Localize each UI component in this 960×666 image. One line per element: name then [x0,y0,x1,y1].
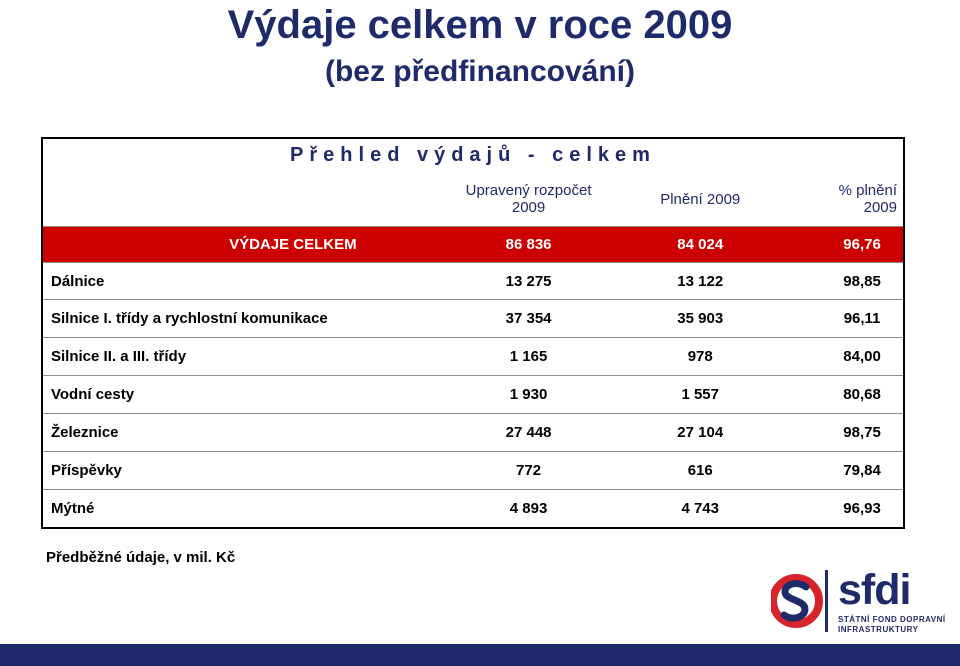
table-row [42,414,904,452]
column-header-empty [42,172,448,227]
footnote: Předběžné údaje, v mil. Kč [46,549,236,566]
row-budget: 1 165 [448,338,610,376]
row-budget: 1 930 [448,376,610,414]
table-row [42,452,904,490]
row-percent: 98,85 [791,263,904,300]
row-percent: 96,93 [791,490,904,529]
row-label: Silnice II. a III. třídy [42,338,448,376]
row-label: Dálnice [42,263,448,300]
row-budget: 4 893 [448,490,610,529]
row-label: Vodní cesty [42,376,448,414]
row-percent: 80,68 [791,376,904,414]
table-row [42,338,904,376]
column-header-budget: Upravený rozpočet 2009 [465,182,592,216]
row-percent: 96,11 [791,300,904,338]
logo-line-2: INFRASTRUKTURY [838,625,919,634]
table-row [42,490,904,529]
row-actual: 978 [609,338,791,376]
total-budget: 86 836 [448,227,610,263]
row-percent: 84,00 [791,338,904,376]
bottom-bar [0,644,960,666]
logo-text: sfdi [838,566,911,614]
row-actual: 1 557 [609,376,791,414]
total-label: VÝDAJE CELKEM [42,227,448,263]
logo-subtitle [838,615,946,635]
table-row [42,376,904,414]
row-actual: 4 743 [609,490,791,529]
total-row [42,227,904,263]
expenditure-table [41,137,905,529]
total-actual: 84 024 [609,227,791,263]
total-percent: 96,76 [791,227,904,263]
row-percent: 98,75 [791,414,904,452]
table-row [42,300,904,338]
row-label: Příspěvky [42,452,448,490]
column-header-percent: % plnění 2009 [838,182,897,216]
row-budget: 772 [448,452,610,490]
page-title: Výdaje celkem v roce 2009 [227,3,733,47]
table-heading: Přehled výdajů - celkem [290,144,656,166]
row-budget: 27 448 [448,414,610,452]
column-header-actual: Plnění 2009 [660,190,741,208]
row-label: Železnice [42,414,448,452]
row-actual: 35 903 [609,300,791,338]
table-row [42,263,904,300]
row-budget: 13 275 [448,263,610,300]
row-actual: 27 104 [609,414,791,452]
row-actual: 616 [609,452,791,490]
table-body [42,263,904,529]
row-label: Silnice I. třídy a rychlostní komunikace [42,300,448,338]
row-percent: 79,84 [791,452,904,490]
page-subtitle: (bez předfinancování) [324,55,636,88]
row-actual: 13 122 [609,263,791,300]
row-label: Mýtné [42,490,448,529]
logo-line-1: STÁTNÍ FOND DOPRAVNÍ [838,615,946,624]
row-budget: 37 354 [448,300,610,338]
